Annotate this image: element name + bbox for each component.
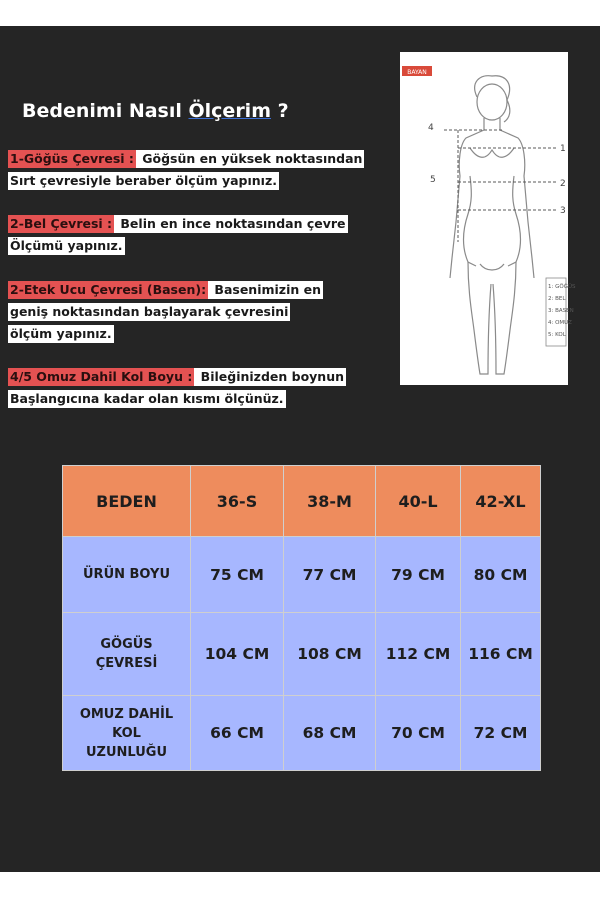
legend-item-2: 2: BEL: [548, 296, 566, 302]
sleeve-text-line1: Bileğinizden boynun: [196, 369, 345, 384]
table-row: [63, 537, 541, 613]
waist-text-line1: Belin en ince noktasından çevre: [116, 216, 346, 231]
hem-instructions: [8, 279, 323, 345]
size-chart-table: [62, 465, 541, 771]
table-cell: 68 CM: [284, 696, 376, 771]
table-cell: 79 CM: [376, 537, 461, 613]
header-42-xl: 42-XL: [461, 466, 541, 537]
table-cell: 66 CM: [191, 696, 284, 771]
table-cell: 70 CM: [376, 696, 461, 771]
table-cell: 116 CM: [461, 613, 541, 696]
body-silhouette: [450, 76, 534, 374]
legend-item-3: 3: BASEN: [548, 308, 574, 314]
header-40-l: 40-L: [376, 466, 461, 537]
row-label-gogus-cevresi: [63, 613, 191, 696]
marker-1: 1: [560, 144, 566, 154]
measurement-markers: [428, 123, 566, 216]
chest-instructions: [8, 148, 364, 192]
row-label-line: ÜRÜN BOYU: [83, 567, 170, 582]
header-36-s: 36-S: [191, 466, 284, 537]
marker-5: 5: [430, 175, 436, 185]
waist-instructions: [8, 213, 348, 257]
table-cell: 104 CM: [191, 613, 284, 696]
hem-text-line3: ölçüm yapınız.: [10, 326, 112, 341]
marker-2: 2: [560, 179, 566, 189]
marker-4: 4: [428, 123, 434, 133]
legend-item-4: 4: OMUZ: [548, 320, 572, 326]
row-label-line: GÖGÜS: [100, 637, 153, 652]
legend-item-5: 5: KOL: [548, 332, 566, 338]
hem-text-line1: Basenimizin en: [210, 282, 321, 297]
chest-label: 1-Göğüs Çevresi :: [10, 151, 134, 166]
waist-text-line2: Ölçümü yapınız.: [10, 238, 123, 253]
sleeve-text-line2: Başlangıcına kadar olan kısmı ölçünüz.: [10, 391, 284, 406]
table-cell: 77 CM: [284, 537, 376, 613]
table-row: [63, 613, 541, 696]
sleeve-label: 4/5 Omuz Dahil Kol Boyu :: [10, 369, 193, 384]
brand-logo-text: BAYAN: [407, 69, 427, 76]
row-label-line: ÇEVRESİ: [95, 656, 158, 671]
sleeve-instructions: [8, 366, 346, 410]
hem-label: 2-Etek Ucu Çevresi (Basen):: [10, 282, 207, 297]
row-label-line: UZUNLUĞU: [85, 744, 168, 760]
body-measurement-figure: [400, 52, 576, 385]
table-cell: 75 CM: [191, 537, 284, 613]
table-cell: 112 CM: [376, 613, 461, 696]
table-header-row: [63, 466, 541, 537]
table-cell: 72 CM: [461, 696, 541, 771]
page-title: [22, 100, 289, 122]
hem-text-line2: geniş noktasından başlayarak çevresini: [10, 304, 289, 319]
legend-item-1: 1: GÖĞÜS: [548, 284, 576, 290]
chest-text-line1: Göğsün en yüksek noktasından: [137, 151, 363, 166]
row-label-line: OMUZ DAHİL: [79, 706, 174, 722]
row-label-urun-boyu: [63, 537, 191, 613]
table-cell: 108 CM: [284, 613, 376, 696]
title-prefix: Bedenimi Nasıl: [22, 100, 189, 122]
row-label-line: KOL: [112, 725, 141, 741]
title-suffix: ?: [271, 100, 289, 122]
table-cell: 80 CM: [461, 537, 541, 613]
chest-text-line2: Sırt çevresiyle beraber ölçüm yapınız.: [10, 173, 277, 188]
header-38-m: 38-M: [284, 466, 376, 537]
row-label-omuz-dahil-kol-uzunlugu: [63, 696, 191, 771]
body-outline-diagram: [400, 52, 576, 385]
marker-3: 3: [560, 206, 566, 216]
header-beden: BEDEN: [63, 466, 191, 537]
title-underlined-word: Ölçerim: [188, 100, 271, 122]
waist-label: 2-Bel Çevresi :: [10, 216, 113, 231]
table-row: [63, 696, 541, 771]
